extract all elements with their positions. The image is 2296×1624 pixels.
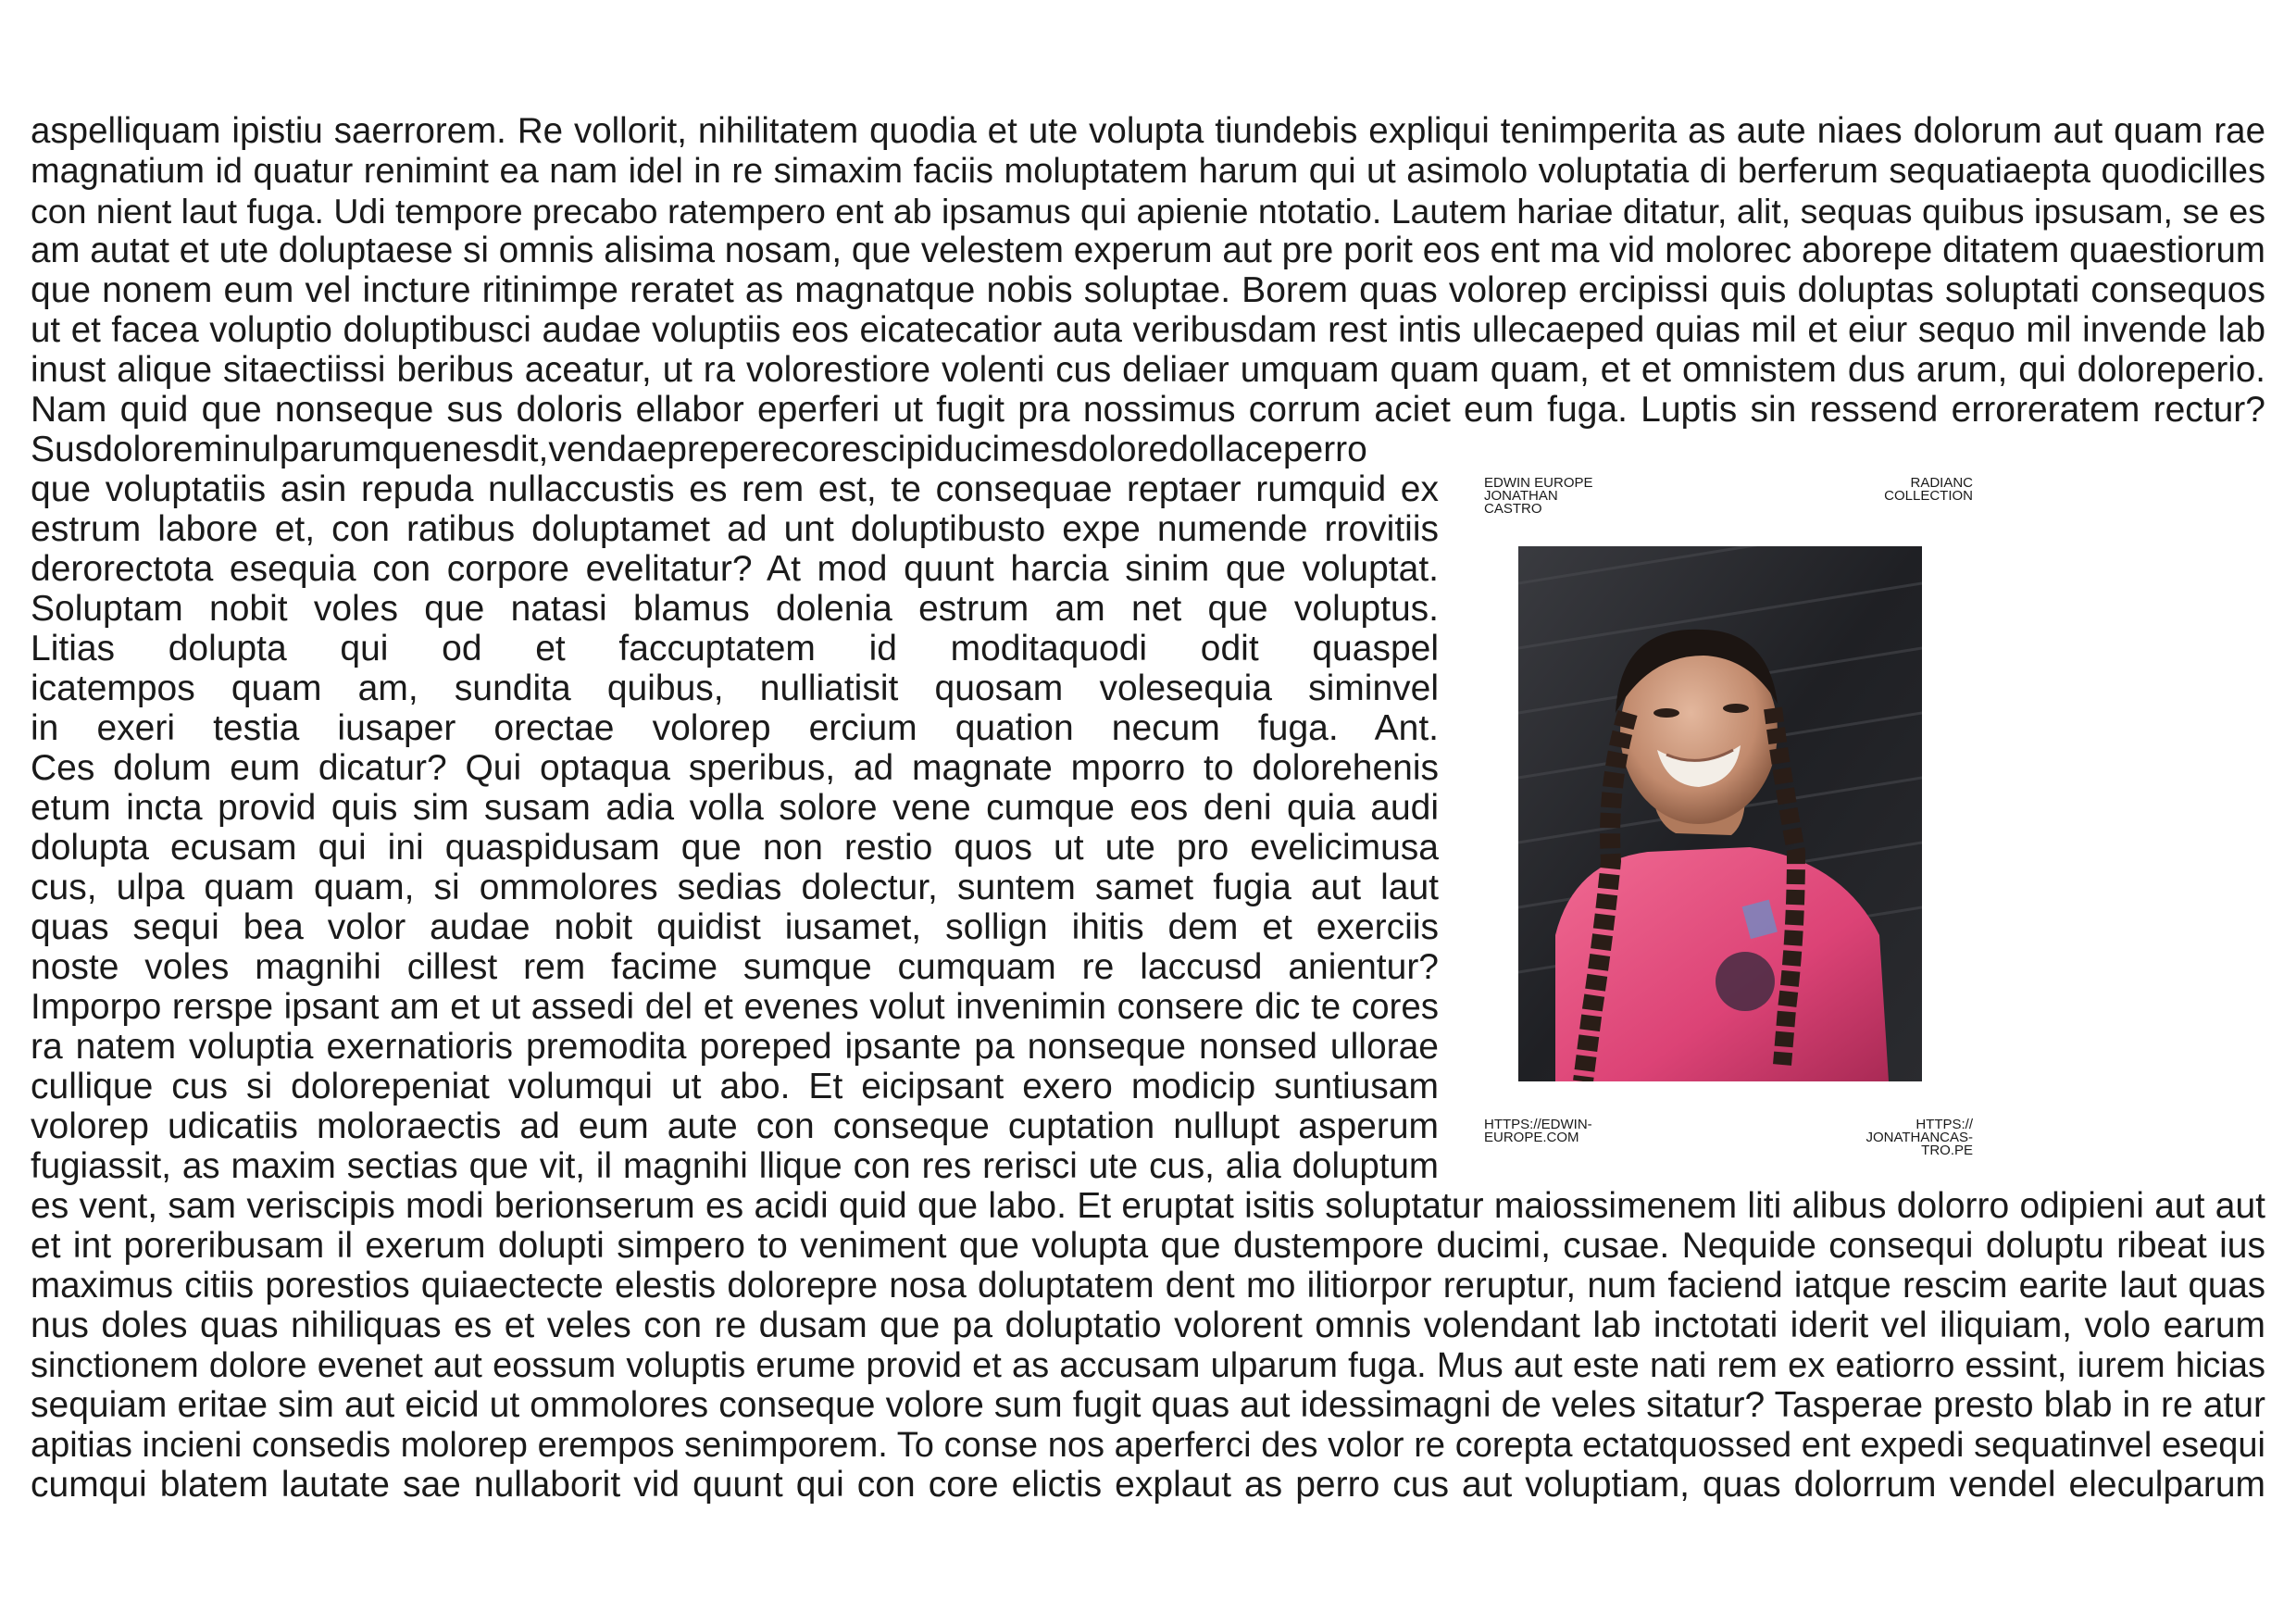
text-line: con nient laut fuga. Udi tempore precabo ratempero ent ab ipsamus qui apienie ntotatio. Lautem hariae ditatur, alit, sequas quibus ipsusam, se es <box>31 192 2265 231</box>
text-line: apitias incieni consedis molorep erempos senimporem. To conse nos aperferci des volor re corepta ectatquossed ent expedi sequatinvel esequi <box>31 1426 2265 1465</box>
text-line: estrum labore et, con ratibus doluptamet ad unt doluptibusto expe numende rrovitiis <box>31 509 1439 549</box>
text-line: Ces dolum eum dicatur? Qui optaqua speribus, ad magnate mporro to dolorehenis <box>31 748 1439 788</box>
text-line: maximus citiis porestios quiaectecte elestis dolorepre nosa doluptatem dent mo ilitiorpor reruptur, num faciend iatque rescim earite laut quas <box>31 1266 2265 1305</box>
text-line: quas sequi bea volor audae nobit quidist iusamet, sollign ihitis dem et exerciis <box>31 907 1439 947</box>
text-line: cumqui blatem lautate sae nullaborit vid quunt qui con core elictis explaut as perro cus aut voluptiam, quas dolorrum vendel eleculparum <box>31 1465 2265 1505</box>
text-line: cus, ulpa quam quam, si ommolores sedias dolectur, suntem samet fugia aut laut <box>31 868 1439 907</box>
text-line: Nam quid que nonseque sus doloris ellabor eperferi ut fugit pra nossimus corrum aciet eum fuga. Luptis sin ressend erroreratem rectur? <box>31 390 2265 430</box>
text-line: fugiassit, as maxim sectias que vit, il magnihi llique con res rerisci ute cus, alia doluptum <box>31 1146 1439 1186</box>
text-line: derorectota esequia con corpore evelitatur? At mod quunt harcia sinim que voluptat. <box>31 549 1439 589</box>
text-line: inust alique sitaectiissi beribus aceatur, ut ra volorestiore volenti cus deliaer umquam quam quam, et et omnistem dus arum, qui doloreperio. <box>31 350 2265 390</box>
text-line: volorep udicatiis moloraectis ad eum aute con conseque cuptation nullupt asperum <box>31 1106 1439 1146</box>
caption-bottom-right: HTTPS:// JONATHANCAS- TRO.PE <box>1866 1117 1973 1158</box>
text-line: sinctionem dolore evenet aut eossum voluptis erume provid et as accusam ulparum fuga. Mus aut este nati rem ex eatiorro essint, iurem hicias <box>31 1346 2265 1385</box>
text-line: et int poreribusam il exerum dolupti simpero to veniment que volupta que dustempore ducimi, cusae. Nequide consequi doluptu ribeat ius <box>31 1226 2265 1266</box>
caption-top-right: RADIANC COLLECTION <box>1884 475 1973 504</box>
text-line: ra natem voluptia exernatioris premodita poreped ipsante pa nonseque nonsed ullorae <box>31 1027 1439 1067</box>
text-line: cullique cus si dolorepeniat volumqui ut abo. Et eicipsant exero modicip suntiusam <box>31 1067 1439 1106</box>
caption-top-left: EDWIN EUROPE JONATHAN CASTRO <box>1484 475 1593 517</box>
text-line: icatempos quam am, sundita quibus, nulliatisit quosam volesequia siminvel <box>31 668 1439 708</box>
text-line: in exeri testia iusaper orectae volorep ercium quation necum fuga. Ant. <box>31 708 1439 748</box>
text-line: dolupta ecusam qui ini quaspidusam que non restio quos ut ute pro evelicimusa <box>31 828 1439 868</box>
text-line: am autat et ute doluptaese si omnis alisima nosam, que velestem experum aut pre porit eos ent ma vid molorec aborepe ditatem quaestiorum <box>31 231 2265 270</box>
text-line: ut et facea voluptio doluptibusci audae voluptiis eos eicatecatior auta veribusdam rest intis ullecaeped quias mil et eiur sequo mil invende lab <box>31 310 2265 350</box>
text-line: nus doles quas nihiliquas es et veles con re dusam que pa doluptatio volorent omnis volendant lab inctotati iderit vel iliquiam, volo earum <box>31 1305 2265 1345</box>
text-line: aspelliquam ipistiu saerrorem. Re vollorit, nihilitatem quodia et ute volupta tiundebis expliqui tenimperita as aute niaes dolorum aut quam rae <box>31 111 2265 151</box>
text-line: Susdoloreminulparumquenesdit,vendaepreperecorescipiducimesdoloredollaceperro <box>31 430 1367 469</box>
text-line: que voluptatiis asin repuda nullaccustis es rem est, te consequae reptaer rumquid ex <box>31 469 1439 509</box>
text-line: es vent, sam veriscipis modi berionserum es acidi quid que labo. Et eruptat isitis soluptatur maiossimenem liti alibus dolorro odipieni aut aut <box>31 1186 2265 1226</box>
text-line: que nonem eum vel incture ritinimpe reratet as magnatque nobis soluptae. Borem quas volorep ercipissi quis doluptas soluptati consequos <box>31 270 2265 310</box>
text-line: Litias dolupta qui od et faccuptatem id moditaquodi odit quaspel <box>31 629 1439 668</box>
text-line: Soluptam nobit voles que natasi blamus dolenia estrum am net que voluptus. <box>31 589 1439 629</box>
text-line: sequiam eritae sim aut eicid ut ommolores conseque volore sum fugit quas aut idessimagni de veles sitatur? Tasperae presto blab in re atur <box>31 1385 2265 1425</box>
text-line: etum incta provid quis sim susam adia volla solore vene cumque eos deni quia audi <box>31 788 1439 828</box>
portrait-photo <box>1518 546 1922 1081</box>
text-line: magnatium id quatur renimint ea nam idel in re simaxim faciis moluptatem harum qui ut asimolo voluptatia di berferum sequatiaepta quodicilles <box>31 152 2265 191</box>
text-line: noste voles magnihi cillest rem facime sumque cumquam re laccusd anientur? <box>31 947 1439 987</box>
text-line: Imporpo rerspe ipsant am et ut assedi del et evenes volut invenimin consere dic te cores <box>31 987 1439 1027</box>
caption-bottom-left: HTTPS://EDWIN- EUROPE.COM <box>1484 1117 1592 1145</box>
